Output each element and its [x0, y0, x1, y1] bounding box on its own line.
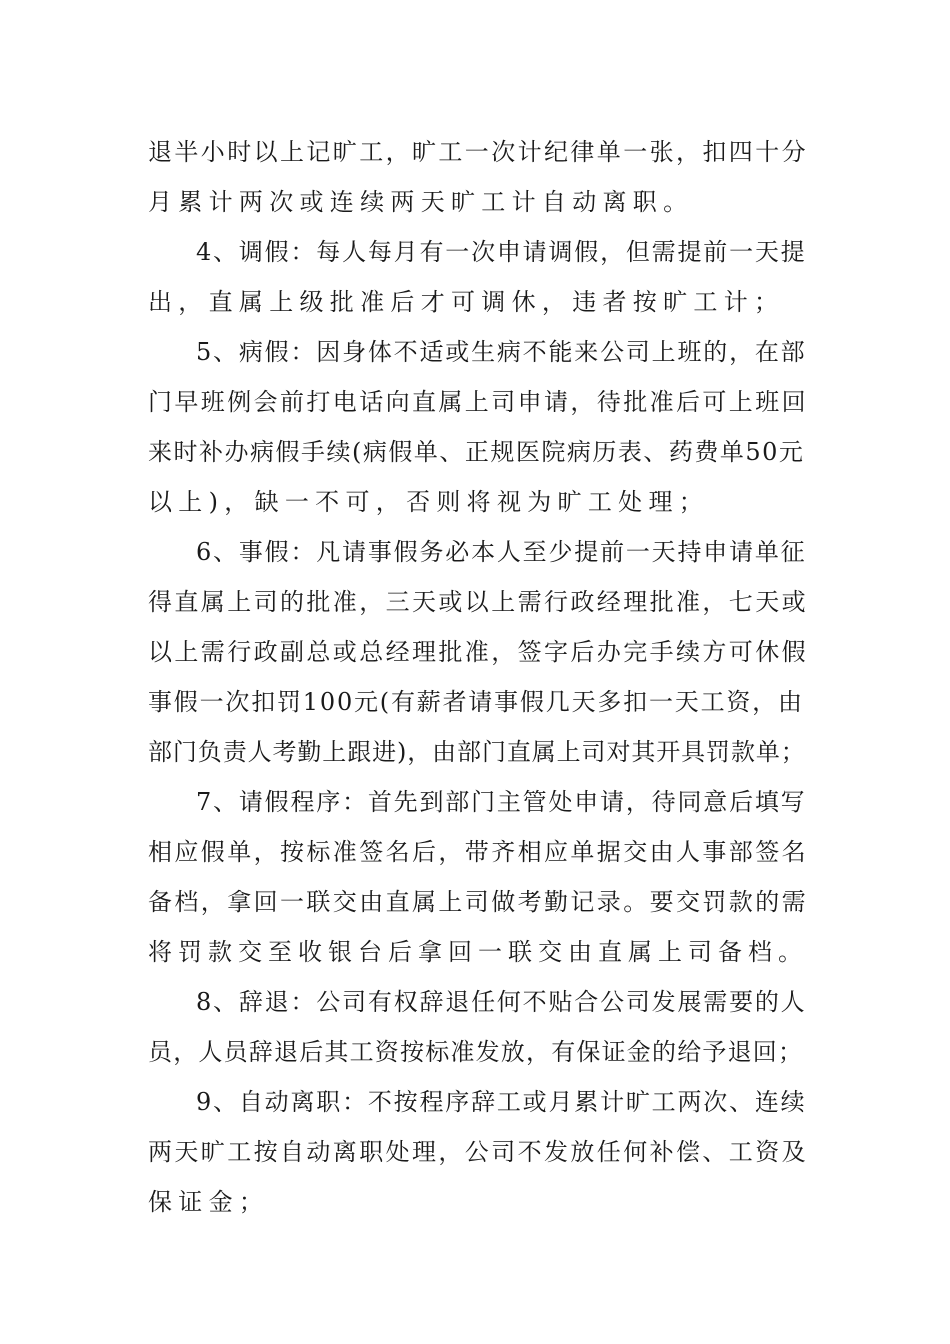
- text-line: 来时补办病假手续(病假单、正规医院病历表、药费单50元: [148, 438, 805, 466]
- text-line: 将罚款交至收银台后拿回一联交由直属上司备档。: [148, 938, 808, 966]
- text-line: 相应假单，按标准签名后，带齐相应单据交由人事部签名: [148, 838, 808, 866]
- text-line: 出，直属上级批准后才可调休，违者按旷工计；: [148, 288, 785, 316]
- text-line: 以上需行政副总或总经理批准，签字后办完手续方可休假: [148, 638, 808, 666]
- text-line: 事假一次扣罚100元(有薪者请事假几天多扣一天工资，由: [148, 688, 804, 716]
- paragraph-9-start: 9、自动离职：不按程序辞工或月累计旷工两次、连续: [196, 1088, 807, 1116]
- text-line: 月累计两次或连续两天旷工计自动离职。: [148, 188, 694, 216]
- text-line: 以上)，缺一不可，否则将视为旷工处理；: [148, 488, 710, 516]
- text-line: 员，人员辞退后其工资按标准发放，有保证金的给予退回；: [148, 1038, 804, 1066]
- text-line: 备档，拿回一联交由直属上司做考勤记录。要交罚款的需: [148, 888, 808, 916]
- text-line: 部门负责人考勤上跟进)，由部门直属上司对其开具罚款单；: [148, 738, 806, 766]
- paragraph-4-start: 4、调假：每人每月有一次申请调假，但需提前一天提: [196, 238, 807, 266]
- text-line: 得直属上司的批准，三天或以上需行政经理批准，七天或: [148, 588, 808, 616]
- paragraph-5-start: 5、病假：因身体不适或生病不能来公司上班的，在部: [196, 338, 807, 366]
- paragraph-6-start: 6、事假：凡请事假务必本人至少提前一天持申请单征: [196, 538, 807, 566]
- text-line: 退半小时以上记旷工，旷工一次计纪律单一张，扣四十分: [148, 138, 808, 166]
- text-line: 门早班例会前打电话向直属上司申请，待批准后可上班回: [148, 388, 808, 416]
- paragraph-7-start: 7、请假程序：首先到部门主管处申请，待同意后填写: [196, 788, 807, 816]
- paragraph-8-start: 8、辞退：公司有权辞退任何不贴合公司发展需要的人: [196, 988, 807, 1016]
- text-line: 两天旷工按自动离职处理，公司不发放任何补偿、工资及: [148, 1138, 808, 1166]
- text-line: 保证金；: [148, 1188, 270, 1216]
